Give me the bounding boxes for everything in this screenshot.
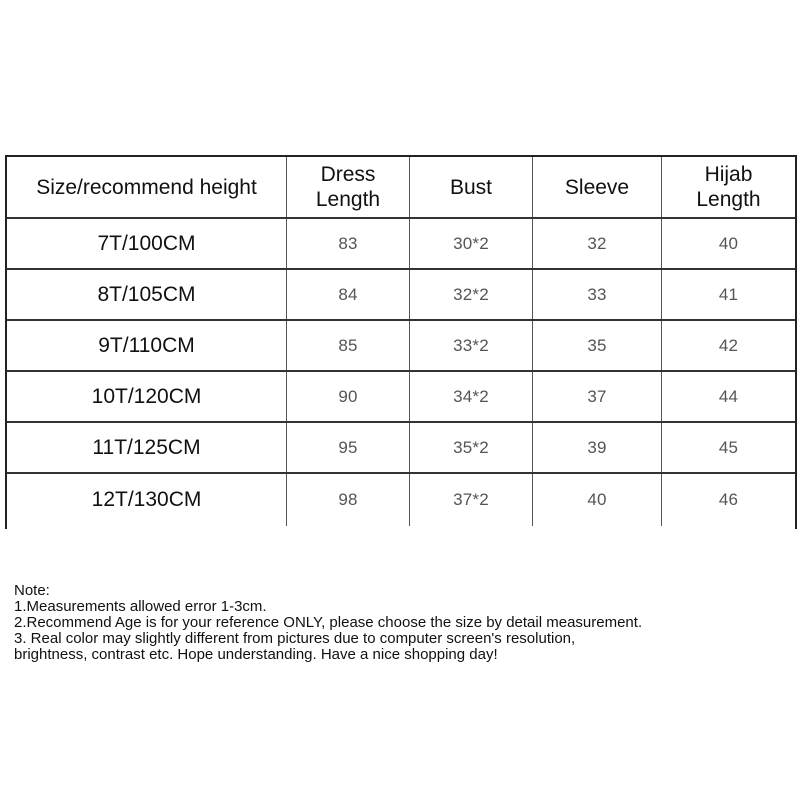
size-cell: 7T/100CM [7, 219, 287, 268]
dress-length-cell: 84 [287, 270, 410, 319]
dress-length-cell: 85 [287, 321, 410, 370]
sleeve-cell: 35 [533, 321, 662, 370]
header-dress-length-line-1: Dress [320, 163, 376, 186]
table-row [7, 474, 795, 526]
header-hijab-length-label [696, 162, 760, 212]
hijab-length-cell: 41 [718, 284, 739, 304]
table-row [7, 423, 795, 474]
header-hijab-length [662, 157, 795, 217]
header-hijab-length-line-1: Hijab [704, 163, 753, 186]
bust-cell: 37*2 [410, 474, 533, 526]
note-line: brightness, contrast etc. Hope understanding. Have a nice shopping day! [14, 646, 498, 663]
size-cell: 12T/130CM [7, 474, 287, 526]
sleeve-cell: 33 [533, 270, 662, 319]
hijab-length-cell: 44 [718, 386, 739, 406]
bust-cell: 30*2 [410, 219, 533, 268]
size-cell: 10T/120CM [7, 372, 287, 421]
header-dress-length [287, 157, 410, 217]
dress-length-cell: 83 [287, 219, 410, 268]
header-bust-label: Bust [449, 175, 493, 199]
table-header-row [7, 157, 795, 219]
table-row [7, 270, 795, 321]
note-line: 2.Recommend Age is for your reference ONLY, please choose the size by detail measurement. [14, 614, 643, 631]
header-sleeve-label: Sleeve [564, 175, 630, 199]
sleeve-cell: 32 [533, 219, 662, 268]
sleeve-cell: 39 [533, 423, 662, 472]
hijab-length-cell: 46 [718, 490, 739, 509]
header-size [7, 157, 287, 217]
dress-length-cell: 90 [287, 372, 410, 421]
dress-length-cell: 98 [287, 474, 410, 526]
hijab-length-cell: 40 [718, 233, 739, 253]
table-row [7, 321, 795, 372]
header-size-label: Size/recommend height [36, 175, 257, 199]
header-hijab-length-line-2: Length [696, 188, 761, 211]
header-bust [410, 157, 533, 217]
bust-cell: 34*2 [410, 372, 533, 421]
header-dress-length-line-2: Length [315, 188, 381, 211]
notes-title: Note: [14, 582, 50, 599]
sleeve-cell: 40 [533, 474, 662, 526]
bust-cell: 32*2 [410, 270, 533, 319]
size-cell: 11T/125CM [7, 423, 287, 472]
size-cell: 9T/110CM [7, 321, 287, 370]
size-cell: 8T/105CM [7, 270, 287, 319]
table-row [7, 372, 795, 423]
dress-length-cell: 95 [287, 423, 410, 472]
bust-cell: 33*2 [410, 321, 533, 370]
table-row [7, 219, 795, 270]
header-sleeve [533, 157, 662, 217]
note-line: 1.Measurements allowed error 1-3cm. [14, 598, 267, 615]
hijab-length-cell: 42 [718, 335, 739, 355]
hijab-length-cell: 45 [718, 437, 739, 457]
header-dress-length-label [316, 162, 380, 212]
notes-section [14, 583, 794, 663]
bust-cell: 35*2 [410, 423, 533, 472]
size-chart-table [5, 155, 797, 529]
sleeve-cell: 37 [533, 372, 662, 421]
note-line: 3. Real color may slightly different from pictures due to computer screen's resolution, [14, 630, 576, 647]
